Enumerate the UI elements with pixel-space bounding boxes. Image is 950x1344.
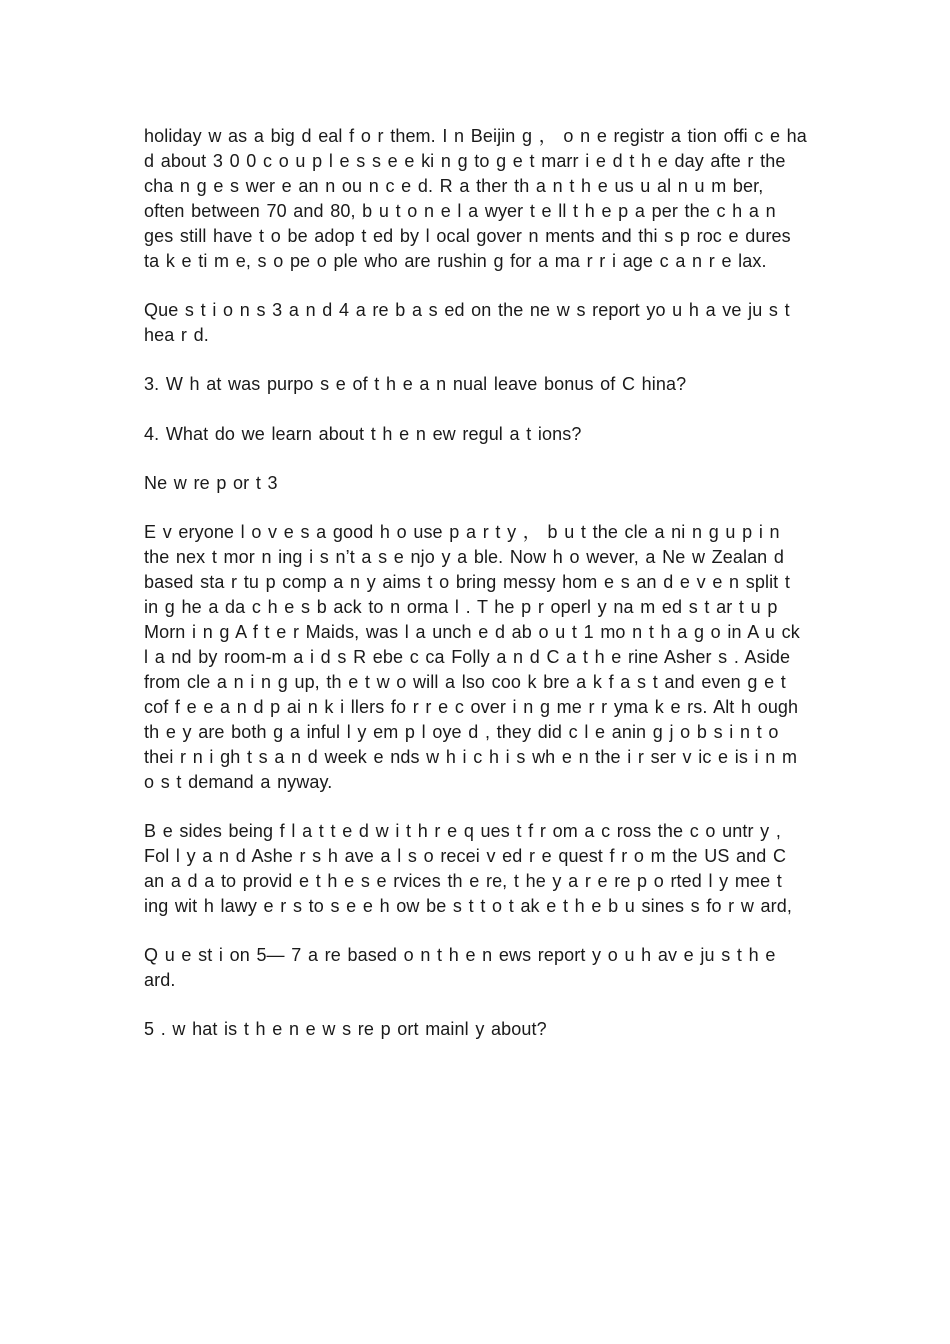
section-heading-news-report-3: Ne w re p or t 3 bbox=[144, 473, 278, 494]
paragraph-gap bbox=[144, 993, 809, 1018]
paragraph-gap bbox=[144, 397, 809, 422]
paragraph-gap bbox=[144, 348, 809, 373]
paragraph-house-party-startup: E v eryone l o v e s a good h o use p a r t y ， b u t the cle a ni n g u p i n the nex t mor n ing i s n’t a s e njo y a ble. Now h o wever, a Ne w Zealan d based sta r tu p comp a n y aims t o bring messy hom e s an d e v e n split t in g he a da c h e s b ack to n orma l . T he p r operl y na m ed s t ar t u p Morn i n g A f t e r Maids, was l a unch e d ab o u t 1 mo n t h a g o in A u ck l a nd by room-m a i d s R ebe c ca Folly a n d C a t h e rine Asher s . Aside from cle a n i n g up, th e t w o will a lso coo k bre a k f a s t and even g e t cof f e e a n d p ai n k i llers fo r r e c over i n g me r r yma k e rs. Alt h ough th e y are both g a inful l y em p l oye d , they did c l e anin g j o b s i n t o thei r n i gh t s a n d week e nds w h i c h i s wh e n the i r ser v ic e is i n m o s t demand a nyway. bbox=[144, 522, 800, 792]
paragraph-requests-across-country: B e sides being f l a t t e d w i t h r e q ues t f r om a c ross the c o untr y , Fol l y a n d Ashe r s h ave a l s o recei v ed r e quest f r o m the US and C an a d a to provid e t h e s e rvices th e re, t he y a r e re p o rted l y mee t ing wit h lawy e r s to s e e h ow be s t t o t ak e t h e b u sines s fo r w ard, bbox=[144, 820, 792, 916]
paragraph-gap bbox=[144, 273, 809, 298]
paragraph-gap bbox=[144, 447, 809, 472]
instruction-questions-3-4: Que s t i o n s 3 a n d 4 a re b a s ed on the ne w s report yo u h a ve ju s t hea r d. bbox=[144, 299, 790, 345]
document-page bbox=[144, 124, 809, 1042]
question-4: 4. What do we learn about t h e n ew regul a t ions? bbox=[144, 423, 582, 444]
paragraph-beijing-registration: holiday w as a big d eal f o r them. I n Beijin g ， o n e registr a tion offi c e ha d about 3 0 0 c o u p l e s s e e ki n g to g e t marr i e d t h e day afte r the cha n g e s wer e an n ou n c e d. R a ther th a n t h e us u al n u m ber, often between 70 and 80, b u t o n e l a wyer t e ll t h e p a per the c h a n ges still have t o be adop t ed by l ocal gover n ments and thi s p roc e dures ta k e ti m e, s o pe o ple who are rushin g for a ma r r i age c a n r e lax. bbox=[144, 126, 807, 271]
question-5: 5 . w hat is t h e n e w s re p ort mainl y about? bbox=[144, 1019, 547, 1040]
paragraph-gap bbox=[144, 794, 809, 819]
paragraph-gap bbox=[144, 496, 809, 521]
instruction-questions-5-7: Q u e st i on 5— 7 a re based o n t h e n ews report y o u h av e ju s t h e ard. bbox=[144, 945, 776, 990]
paragraph-gap bbox=[144, 919, 809, 944]
question-3: 3. W h at was purpo s e of t h e a n nual leave bonus of C hina? bbox=[144, 374, 687, 395]
